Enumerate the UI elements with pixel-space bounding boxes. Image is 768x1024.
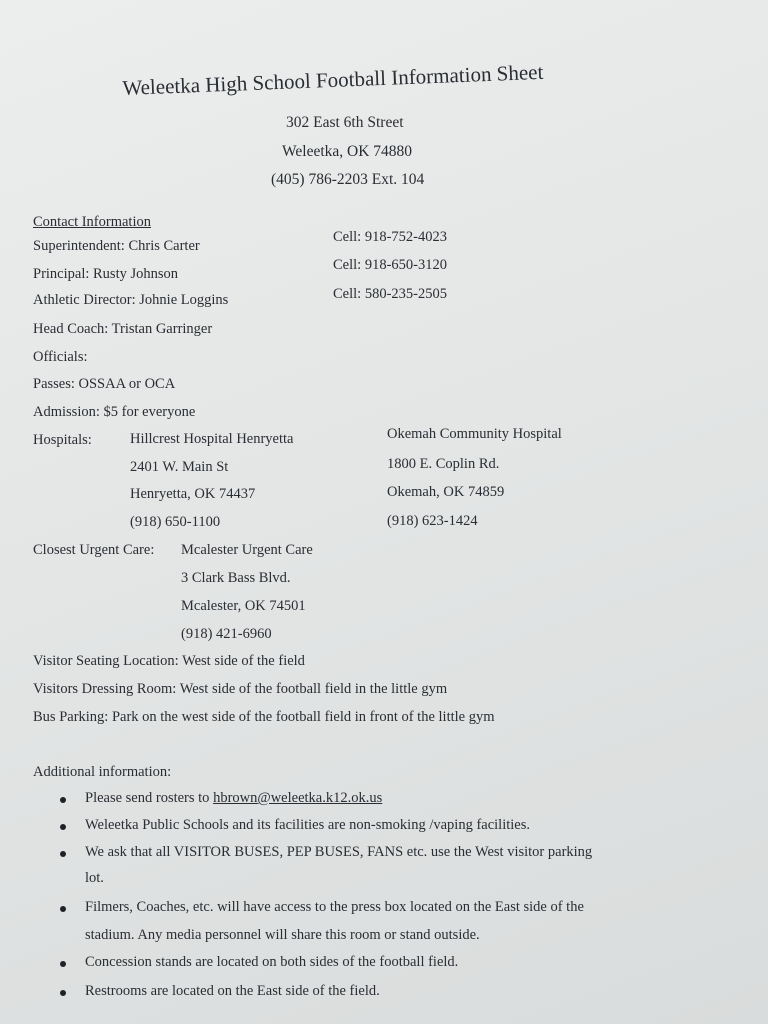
additional-item-restrooms: Restrooms are located on the East side of the field.	[85, 983, 380, 999]
head-coach: Head Coach: Tristan Garringer	[33, 321, 213, 337]
bullet-dot	[60, 824, 66, 830]
hospital-2-name: Okemah Community Hospital	[387, 426, 562, 442]
rosters-text: Please send rosters to	[85, 790, 214, 806]
hospital-1-street: 2401 W. Main St	[130, 459, 229, 475]
additional-item-parking-line1: We ask that all VISITOR BUSES, PEP BUSES, FANS etc. use the West visitor parking	[85, 844, 593, 860]
superintendent-cell: Cell: 918-752-4023	[333, 229, 447, 245]
additional-item-parking-line2: lot.	[85, 870, 104, 886]
additional-item-non-smoking: Weleetka Public Schools and its facilities are non-smoking /vaping facilities.	[85, 817, 531, 833]
school-phone: (405) 786-2203 Ext. 104	[271, 171, 425, 188]
contact-heading: Contact Information	[33, 214, 151, 230]
hospital-1-phone: (918) 650-1100	[130, 514, 221, 530]
hospital-1-name: Hillcrest Hospital Henryetta	[130, 431, 294, 447]
urgent-care-name: Mcalester Urgent Care	[181, 542, 313, 558]
principal: Principal: Rusty Johnson	[33, 266, 179, 282]
bullet-dot	[60, 851, 66, 857]
address-line-2: Weleetka, OK 74880	[282, 143, 413, 160]
additional-item-press-box-line2: stadium. Any media personnel will share this room or stand outside.	[85, 927, 480, 943]
bullet-dot	[60, 906, 66, 912]
principal-cell: Cell: 918-650-3120	[333, 257, 447, 273]
page-title: Weleetka High School Football Information Sheet	[122, 59, 544, 100]
bullet-dot	[60, 797, 66, 803]
additional-heading: Additional information:	[33, 764, 172, 780]
visitor-dressing-room: Visitors Dressing Room: West side of the football field in the little gym	[33, 681, 448, 697]
urgent-care-phone: (918) 421-6960	[181, 626, 272, 642]
superintendent: Superintendent: Chris Carter	[33, 238, 200, 254]
bullet-dot	[60, 961, 66, 967]
address-line-1: 302 East 6th Street	[286, 114, 404, 131]
passes: Passes: OSSAA or OCA	[33, 376, 176, 392]
athletic-director-cell: Cell: 580-235-2505	[333, 286, 447, 302]
bullet-dot	[60, 990, 66, 996]
athletic-director: Athletic Director: Johnie Loggins	[33, 292, 229, 308]
hospital-2-city: Okemah, OK 74859	[387, 484, 505, 500]
additional-item-press-box-line1: Filmers, Coaches, etc. will have access to the press box located on the East side of the	[85, 899, 584, 915]
hospitals-label: Hospitals:	[33, 432, 92, 448]
urgent-care-label: Closest Urgent Care:	[33, 542, 155, 558]
urgent-care-city: Mcalester, OK 74501	[181, 598, 306, 614]
urgent-care-street: 3 Clark Bass Blvd.	[181, 570, 291, 586]
roster-email-link[interactable]: hbrown@weleetka.k12.ok.us	[213, 790, 383, 806]
bus-parking: Bus Parking: Park on the west side of the football field in front of the little gym	[33, 709, 495, 725]
additional-item-concessions: Concession stands are located on both sides of the football field.	[85, 954, 459, 970]
admission: Admission: $5 for everyone	[33, 404, 196, 420]
hospital-2-phone: (918) 623-1424	[387, 513, 478, 529]
officials: Officials:	[33, 349, 88, 365]
visitor-seating: Visitor Seating Location: West side of the field	[33, 653, 305, 669]
hospital-1-city: Henryetta, OK 74437	[130, 486, 256, 502]
hospital-2-street: 1800 E. Coplin Rd.	[387, 456, 500, 472]
additional-item-rosters	[85, 790, 382, 807]
